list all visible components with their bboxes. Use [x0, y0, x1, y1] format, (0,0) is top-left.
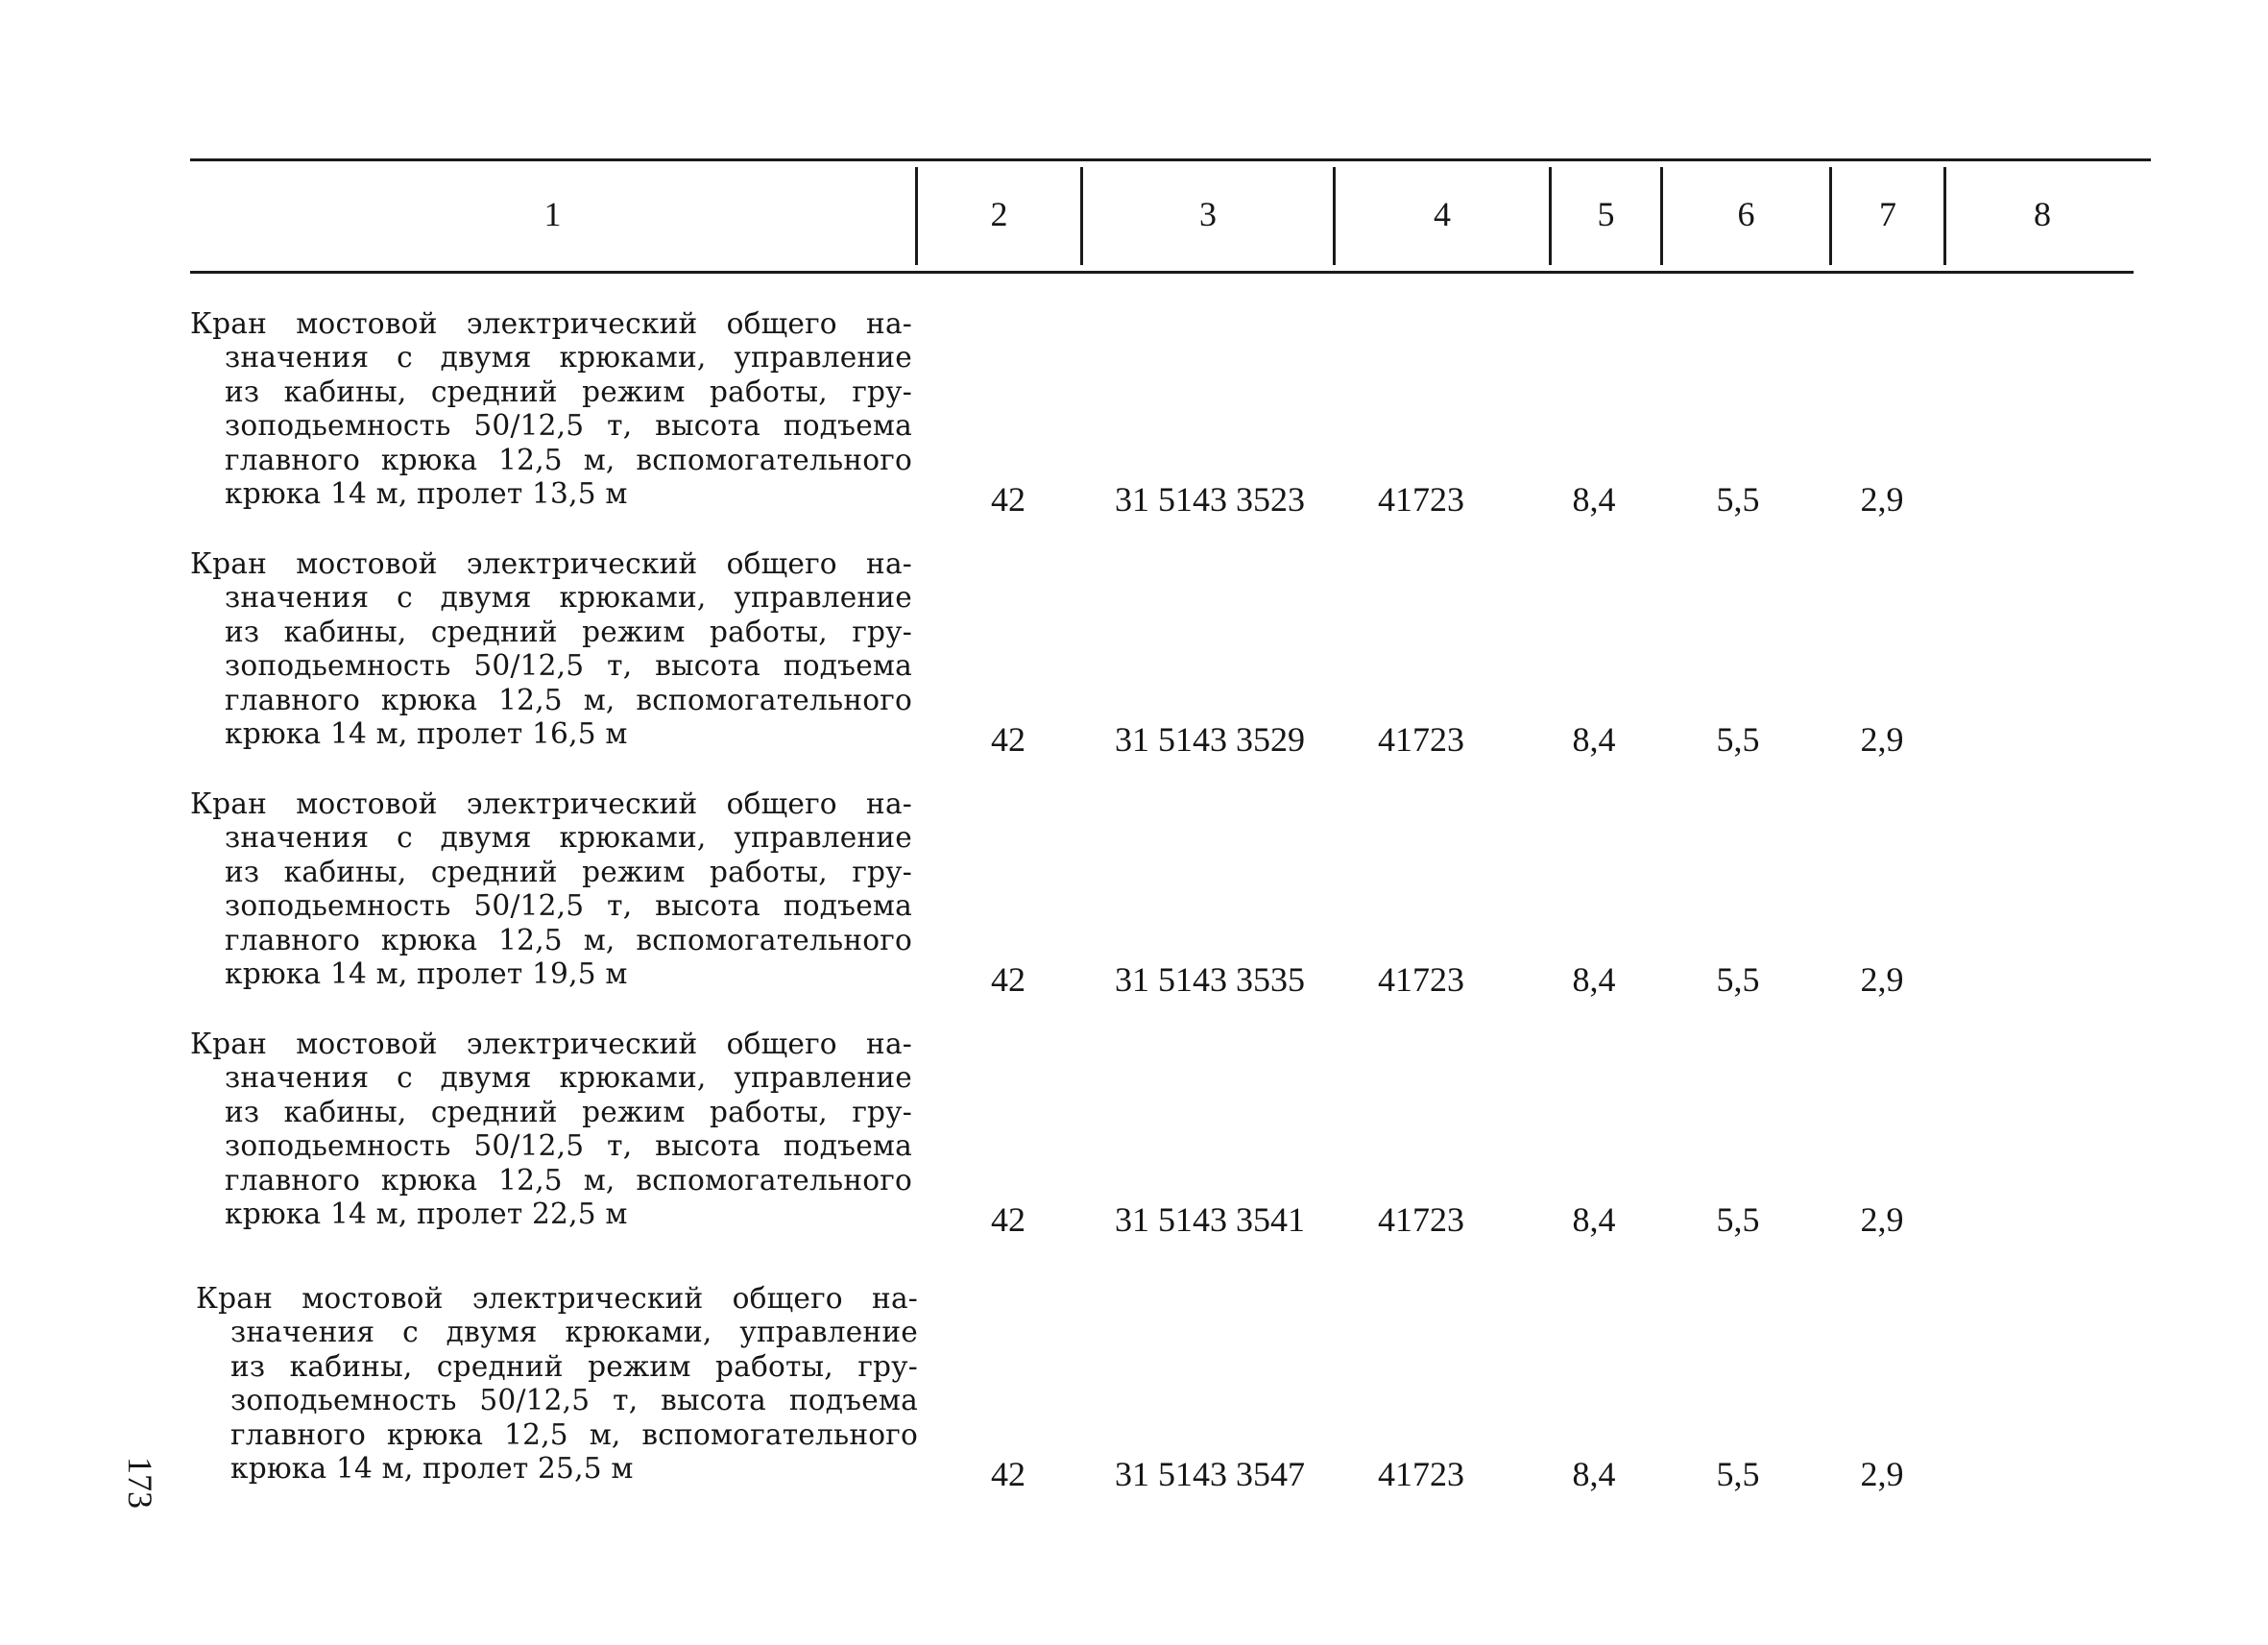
cell-col-4: 41723 — [1378, 480, 1464, 519]
cell-col-5: 8,4 — [1572, 1200, 1616, 1239]
header-col-4: 4 — [1434, 195, 1451, 233]
description-line: главного крюка 12,5 м, вспомогательного — [225, 1163, 912, 1197]
description-line: из кабины, средний режим работы, гру- — [225, 375, 912, 408]
row-description — [190, 787, 912, 991]
description-line: значения с двумя крюками, управление — [225, 581, 912, 615]
cell-col-3: 31 5143 3529 — [1115, 720, 1305, 759]
description-line: главного крюка 12,5 м, вспомогательного — [225, 923, 912, 956]
row-description — [190, 307, 912, 511]
cell-col-5: 8,4 — [1572, 720, 1616, 759]
cell-col-7: 2,9 — [1860, 480, 1904, 519]
header-col-1: 1 — [543, 195, 562, 233]
description-line: главного крюка 12,5 м, вспомогательного — [225, 683, 912, 716]
cell-col-4: 41723 — [1378, 720, 1464, 759]
description-line: Кран мостовой электрический общего на- — [190, 1028, 912, 1060]
cell-col-3: 31 5143 3541 — [1115, 1200, 1305, 1239]
description-line: Кран мостовой электрический общего на- — [196, 1282, 918, 1315]
description-line: значения с двумя крюками, управление — [225, 341, 912, 375]
header-col-8: 8 — [2034, 195, 2051, 233]
cell-col-2: 42 — [991, 1200, 1025, 1239]
row-description — [196, 1282, 918, 1486]
cell-col-2: 42 — [991, 1455, 1025, 1493]
cell-col-2: 42 — [991, 960, 1025, 999]
header-col-7: 7 — [1879, 195, 1896, 233]
description-line: крюка 14 м, пролет 22,5 м — [225, 1197, 628, 1231]
cell-col-2: 42 — [991, 480, 1025, 519]
header-col-6: 6 — [1737, 195, 1755, 233]
cell-col-7: 2,9 — [1860, 1455, 1904, 1493]
description-line: из кабины, средний режим работы, гру- — [225, 1095, 912, 1128]
cell-col-6: 5,5 — [1716, 960, 1760, 999]
cell-col-6: 5,5 — [1716, 1200, 1760, 1239]
cell-col-5: 8,4 — [1572, 960, 1616, 999]
description-line: Кран мостовой электрический общего на- — [190, 787, 912, 820]
description-line: зоподьемность 50/12,5 т, высота подъема — [225, 409, 912, 443]
description-line: значения с двумя крюками, управление — [225, 1061, 912, 1095]
cell-col-6: 5,5 — [1716, 1455, 1760, 1493]
cell-col-3: 31 5143 3535 — [1115, 960, 1305, 999]
cell-col-3: 31 5143 3547 — [1115, 1455, 1305, 1493]
description-line: значения с двумя крюками, управление — [225, 821, 912, 855]
description-line: зоподьемность 50/12,5 т, высота подъема — [225, 889, 912, 923]
table-top-rule — [190, 158, 2151, 161]
cell-col-7: 2,9 — [1860, 960, 1904, 999]
description-line: Кран мостовой электрический общего на- — [190, 307, 912, 340]
table-header-rule — [190, 271, 2134, 274]
cell-col-4: 41723 — [1378, 1455, 1464, 1493]
description-line: крюка 14 м, пролет 25,5 м — [230, 1452, 634, 1486]
cell-col-2: 42 — [991, 720, 1025, 759]
cell-col-5: 8,4 — [1572, 1455, 1616, 1493]
description-line: крюка 14 м, пролет 16,5 м — [225, 717, 628, 751]
row-description — [190, 1028, 912, 1231]
description-line: зоподьемность 50/12,5 т, высота подъема — [225, 1129, 912, 1163]
description-line: из кабины, средний режим работы, гру- — [225, 855, 912, 888]
cell-col-7: 2,9 — [1860, 1200, 1904, 1239]
cell-col-4: 41723 — [1378, 1200, 1464, 1239]
cell-col-5: 8,4 — [1572, 480, 1616, 519]
description-line: главного крюка 12,5 м, вспомогательного — [225, 443, 912, 476]
description-line: Кран мостовой электрический общего на- — [190, 547, 912, 580]
description-line: зоподьемность 50/12,5 т, высота подъема — [230, 1384, 918, 1417]
cell-col-7: 2,9 — [1860, 720, 1904, 759]
description-line: значения с двумя крюками, управление — [230, 1316, 918, 1349]
description-line: крюка 14 м, пролет 13,5 м — [225, 477, 628, 511]
cell-col-6: 5,5 — [1716, 720, 1760, 759]
description-line: из кабины, средний режим работы, гру- — [225, 615, 912, 648]
cell-col-4: 41723 — [1378, 960, 1464, 999]
header-col-5: 5 — [1597, 195, 1615, 233]
description-line: крюка 14 м, пролет 19,5 м — [225, 957, 628, 991]
row-description — [190, 547, 912, 751]
header-col-2: 2 — [990, 195, 1008, 233]
description-line: главного крюка 12,5 м, вспомогательного — [230, 1417, 918, 1451]
cell-col-6: 5,5 — [1716, 480, 1760, 519]
description-line: зоподьемность 50/12,5 т, высота подъема — [225, 649, 912, 683]
page-number: 173 — [121, 1457, 159, 1509]
description-line: из кабины, средний режим работы, гру- — [230, 1349, 918, 1383]
header-col-3: 3 — [1199, 195, 1217, 233]
cell-col-3: 31 5143 3523 — [1115, 480, 1305, 519]
